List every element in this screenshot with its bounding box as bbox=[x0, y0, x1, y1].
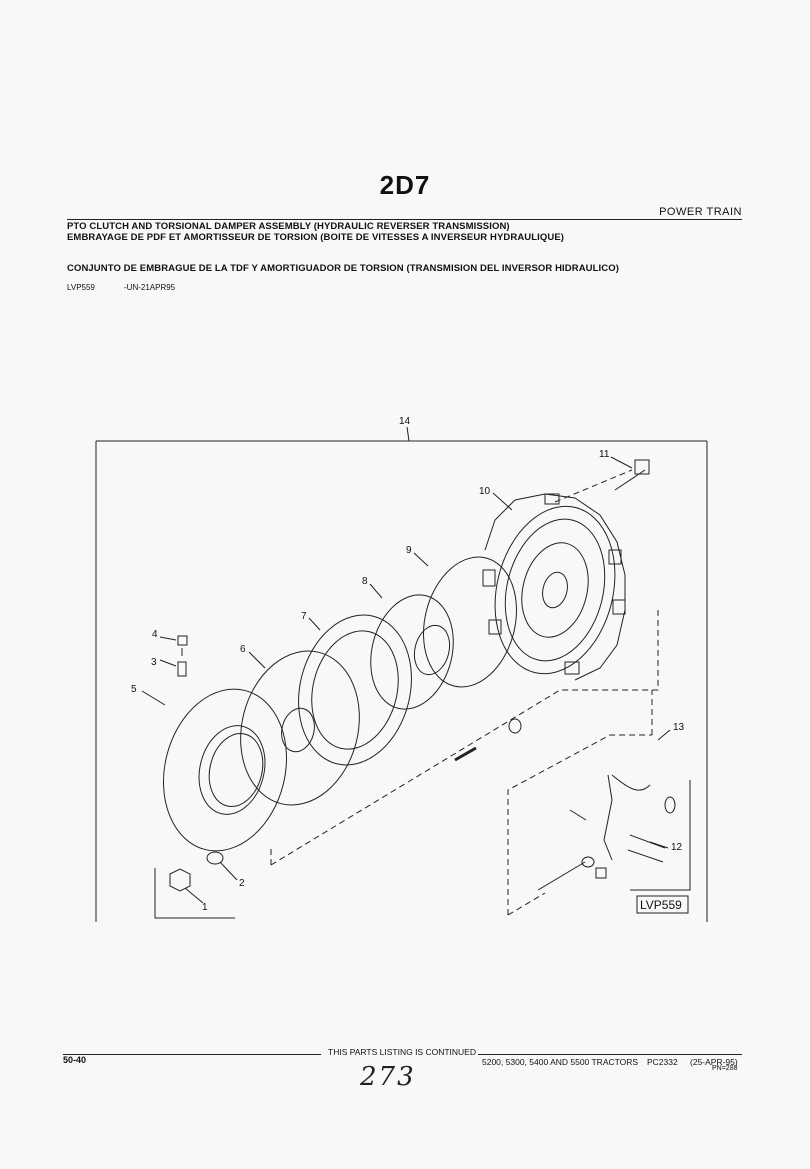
callout-11: 11 bbox=[599, 449, 610, 460]
page-code: 2D7 bbox=[379, 170, 431, 200]
cap bbox=[178, 636, 187, 645]
callout-3: 3 bbox=[151, 657, 157, 668]
page-number: 50-40 bbox=[63, 1055, 87, 1065]
callout-10: 10 bbox=[479, 486, 491, 497]
nut bbox=[170, 869, 190, 891]
callout-14: 14 bbox=[399, 416, 411, 427]
footer-rule-right bbox=[478, 1054, 742, 1055]
callout-13: 13 bbox=[673, 722, 685, 733]
callout-7: 7 bbox=[301, 611, 307, 622]
lever-group bbox=[538, 775, 675, 890]
illustration-date: -UN-21APR95 bbox=[124, 283, 176, 292]
spring bbox=[178, 662, 186, 676]
date-label: (25-APR-95) bbox=[690, 1057, 738, 1067]
models-label: 5200, 5300, 5400 AND 5500 TRACTORS bbox=[482, 1057, 639, 1067]
flywheel-plate bbox=[147, 676, 303, 864]
pn-label: PN=288 bbox=[712, 1065, 738, 1072]
damper-spring bbox=[455, 748, 476, 760]
callout-4: 4 bbox=[152, 629, 158, 640]
bolt bbox=[615, 470, 645, 490]
title-english: PTO CLUTCH AND TORSIONAL DAMPER ASSEMBLY (HYDRAULIC REVERSER TRANSMISSION) bbox=[67, 221, 510, 232]
callout-2: 2 bbox=[239, 878, 245, 889]
callout-5: 5 bbox=[131, 684, 137, 695]
callout-8: 8 bbox=[362, 576, 368, 587]
title-spanish: CONJUNTO DE EMBRAGUE DE LA TDF Y AMORTIGUADOR DE TORSION (TRANSMISION DEL INVERSOR HIDRAULICO) bbox=[67, 263, 619, 274]
section-label: POWER TRAIN bbox=[659, 206, 742, 218]
diagram-label-box: LVP559 bbox=[640, 898, 682, 912]
continued-note: THIS PARTS LISTING IS CONTINUED bbox=[328, 1047, 476, 1057]
callout-1: 1 bbox=[202, 902, 208, 913]
callout-12: 12 bbox=[671, 842, 683, 853]
callout-6: 6 bbox=[240, 644, 246, 655]
illustration-code: LVP559 bbox=[67, 283, 95, 292]
catalog-label: PC2332 bbox=[647, 1057, 678, 1067]
footer-rule-left bbox=[63, 1054, 321, 1055]
callout-9: 9 bbox=[406, 545, 412, 556]
handwritten-page-number: 273 bbox=[360, 1062, 416, 1092]
title-french: EMBRAYAGE DE PDF ET AMORTISSEUR DE TORSION (BOITE DE VITESSES A INVERSEUR HYDRAULIQUE) bbox=[67, 232, 565, 243]
pressure-plate-assembly bbox=[478, 493, 632, 686]
